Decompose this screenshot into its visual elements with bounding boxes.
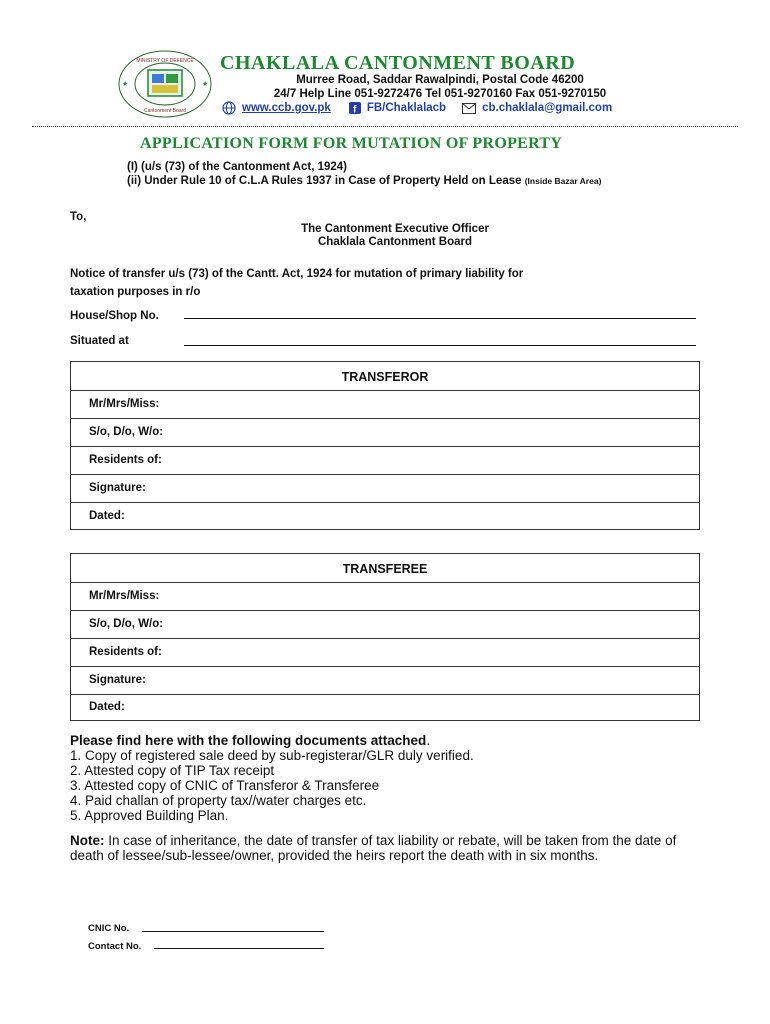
svg-text:Cantonment Board: Cantonment Board <box>144 108 186 114</box>
phone-line: 24/7 Help Line 051-9272476 Tel 051-9270160 Fax 051-9270150 <box>273 88 607 100</box>
document-item: 5. Approved Building Plan. <box>70 808 229 823</box>
transferee-relation-label[interactable]: S/o, D/o, W/o: <box>89 618 164 630</box>
notice-line-1: Notice of transfer u/s (73) of the Cantt. Act, 1924 for mutation of primary liability for <box>70 268 524 280</box>
transferor-residence-label[interactable]: Residents of: <box>89 454 162 466</box>
row-divider <box>71 610 699 611</box>
house-shop-field[interactable] <box>184 318 696 319</box>
transferor-title: TRANSFEROR <box>341 370 429 384</box>
row-divider <box>71 666 699 667</box>
svg-text:f: f <box>352 104 357 114</box>
transferor-date-label[interactable]: Dated: <box>89 510 125 522</box>
contact-row <box>222 101 662 115</box>
cnic-label: CNIC No. <box>88 923 130 934</box>
transferee-signature-label[interactable]: Signature: <box>89 674 146 686</box>
transferee-residence-label[interactable]: Residents of: <box>89 646 162 658</box>
contact-field[interactable] <box>154 948 324 949</box>
svg-text:★: ★ <box>122 80 129 88</box>
row-divider <box>71 502 699 503</box>
transferee-section <box>70 553 700 721</box>
email-icon <box>462 103 476 114</box>
document-item: 1. Copy of registered sale deed by sub-registerar/GLR duly verified. <box>70 748 474 763</box>
svg-text:★: ★ <box>202 80 209 88</box>
contact-label: Contact No. <box>88 941 142 952</box>
situated-at-field[interactable] <box>184 345 696 346</box>
globe-icon <box>222 101 236 115</box>
facebook-icon <box>349 102 361 114</box>
facebook-link[interactable]: FB/Chaklalacb <box>366 102 447 114</box>
transferee-title: TRANSFEREE <box>342 562 428 576</box>
transferor-name-label[interactable]: Mr/Mrs/Miss: <box>89 398 160 410</box>
law-reference-2-text: (ii) Under Rule 10 of C.L.A Rules 1937 in Case of Property Held on Lease <box>127 175 522 187</box>
header-divider <box>32 126 738 127</box>
row-divider <box>71 694 699 695</box>
row-divider <box>71 474 699 475</box>
addressee-title: The Cantonment Executive Officer <box>301 223 489 235</box>
transferor-relation-label[interactable]: S/o, D/o, W/o: <box>89 426 164 438</box>
law-reference-2-note: (Inside Bazar Area) <box>524 176 602 186</box>
board-seal-logo <box>116 48 214 120</box>
documents-heading-text: Please find here with the following documents attached <box>70 733 427 748</box>
email-link[interactable]: cb.chaklala@gmail.com <box>482 102 613 114</box>
row-divider <box>71 390 699 391</box>
document-item: 2. Attested copy of TIP Tax receipt <box>70 763 275 778</box>
note-text: In case of inheritance, the date of transfer of tax liability or rebate, will be taken from the date of death of lessee/sub-lessee/owner, provided the heirs report the death with in six months. <box>70 833 677 863</box>
documents-section <box>70 733 710 823</box>
website-link[interactable]: www.ccb.gov.pk <box>242 102 331 114</box>
row-divider <box>71 418 699 419</box>
form-title: APPLICATION FORM FOR MUTATION OF PROPERTY <box>140 135 563 152</box>
cnic-field[interactable] <box>142 931 324 932</box>
house-shop-label: House/Shop No. <box>70 310 159 322</box>
row-divider <box>71 582 699 583</box>
document-item: 3. Attested copy of CNIC of Transferor & Transferee <box>70 778 380 793</box>
row-divider <box>71 446 699 447</box>
org-title: CHAKLALA CANTONMENT BOARD <box>220 52 576 74</box>
addressee-office: Chaklala Cantonment Board <box>318 236 472 248</box>
situated-at-label: Situated at <box>70 335 129 347</box>
svg-text:MINISTRY OF DEFENCE: MINISTRY OF DEFENCE <box>136 58 194 64</box>
row-divider <box>71 638 699 639</box>
address-line: Murree Road, Saddar Rawalpindi, Postal Code 46200 <box>296 74 584 86</box>
to-salutation: To, <box>70 211 87 223</box>
transferor-section <box>70 361 700 530</box>
law-reference-1: (I) (u/s (73) of the Cantonment Act, 1924) <box>127 161 348 173</box>
transferee-date-label[interactable]: Dated: <box>89 701 125 713</box>
notice-line-2: taxation purposes in r/o <box>70 286 201 298</box>
transferee-name-label[interactable]: Mr/Mrs/Miss: <box>89 590 160 602</box>
inheritance-note <box>70 833 710 863</box>
note-label: Note: <box>70 833 105 848</box>
transferor-signature-label[interactable]: Signature: <box>89 482 146 494</box>
law-reference-2 <box>127 175 601 187</box>
documents-heading: Please find here with the following documents attached. <box>70 733 431 748</box>
document-item: 4. Paid challan of property tax//water charges etc. <box>70 793 367 808</box>
